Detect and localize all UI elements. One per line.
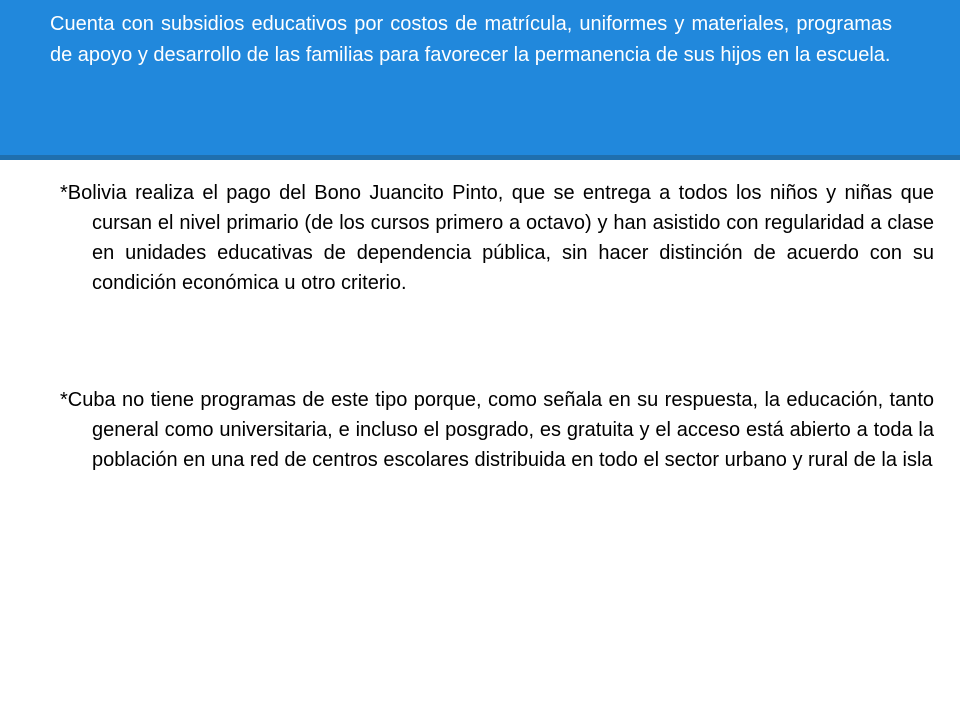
title-banner <box>0 0 960 155</box>
paragraph-cuba: *Cuba no tiene programas de este tipo porque, como señala en su respuesta, la educación, tanto general como universitaria, e incluso el posgrado, es gratuita y el acceso está abierto a toda la población en una red de centros escolares distribuida en todo el sector urbano y rural de la isla <box>60 389 934 471</box>
banner-text: Cuenta con subsidios educativos por costos de matrícula, uniformes y materiales, programas de apoyo y desarrollo de las familias para favorecer la permanencia de sus hijos en la escuela. <box>50 13 892 66</box>
paragraph-bolivia: *Bolivia realiza el pago del Bono Juancito Pinto, que se entrega a todos los niños y niñas que cursan el nivel primario (de los cursos primero a octavo) y han asistido con regularidad a clase en unidades educativas de dependencia pública, sin hacer distinción de acuerdo con su condición económica u otro criterio. <box>60 182 934 294</box>
banner-divider <box>0 155 960 160</box>
